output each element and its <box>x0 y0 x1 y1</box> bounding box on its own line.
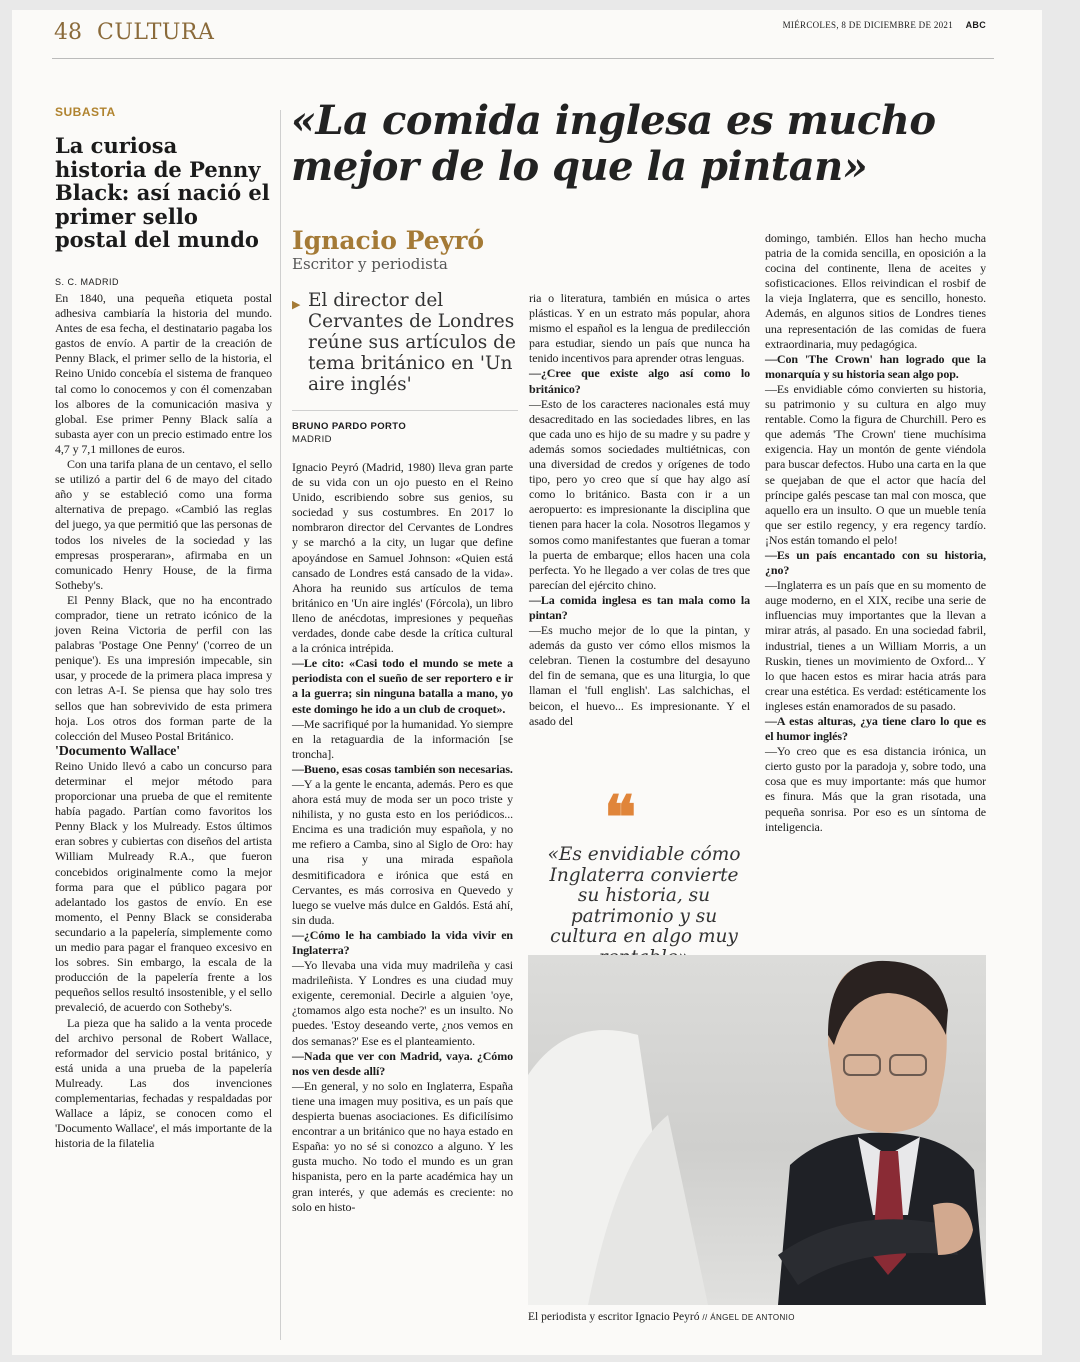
interview-question: —Bueno, esas cosas también son necesarias. <box>292 761 513 776</box>
article-column-3 <box>765 231 986 835</box>
page-number: 48 <box>54 20 82 45</box>
sidebar-paragraph: El Penny Black, que no ha encontrado comprador, tiene un retrato icónico de la joven Reina Victoria de perfil con las palabras 'Postage One Penny' ('correo de un penique'). Es una impresión impecable, sin usar, y procede de la primera placa impresa y con letras A-I. Se piensa que hay solo tres sellos que han sobrevivido de esta primera hoja. Los otros dos forman parte de la colección del Museo Postal Británico. <box>55 592 272 743</box>
quote-mark-icon: ❝ <box>604 783 637 853</box>
lead-divider <box>292 410 518 411</box>
interview-paragraph: —Es mucho mejor de lo que la pintan, y además da gusto ver cómo ellos mismos la celebran. Tienen la costumbre del desayuno del fin de semana, que es una liturgia, lo que llaman el 'full english'. Las salchichas, el beicon, el huevo... Es impresionante. Y el asado del <box>529 623 750 728</box>
section-name: CULTURA <box>97 20 215 45</box>
interview-paragraph: —Yo llevaba una vida muy madrileña y casi madrileñista. Y Londres es una ciudad muy exigente, ceremonial. Decirle a alguien 'oye, ¿tomamos algo esta noche?' es un insulto. No puedes. 'Estoy deseando verte, ¿nos vemos en dos semanas?' Ese es el planteamiento. <box>292 958 513 1048</box>
article-column-1 <box>292 460 513 1215</box>
page-header-right <box>783 20 986 30</box>
column-divider <box>280 110 281 1340</box>
newspaper-name: ABC <box>965 20 986 30</box>
sidebar-subhead: 'Documento Wallace' <box>55 743 180 759</box>
pull-quote: «Es envidiable cómo Inglaterra convierte su historia, su patrimonio y su cultura en algo muy <box>547 844 741 947</box>
interview-paragraph: —Esto de los caracteres nacionales está muy desacreditado en las sociedades libres, en las que cada uno es hijo de su madre y su padre y además somos sociedades multiétnicas, con una diversidad de credos y orígenes de todo tipo, pero yo creo que sí que hay algo así como lo británico. Basta con ir a un aeropuerto: es impresionante la disciplina que tienen para hacer la cola. Nosotros llegamos y somos como manifestantes que fueran a tomar la puerta de embarque; ellos hacen una cola perfecta. Yo he llegado a ver colas de tres que parecían del ejército chino. <box>529 396 750 592</box>
portrait-photo <box>528 955 986 1305</box>
interview-question: —Con 'The Crown' han logrado que la monarquía y su historia sean algo pop. <box>765 351 986 381</box>
interview-question: —La comida inglesa es tan mala como la pintan? <box>529 592 750 622</box>
lead-text: El director del Cervantes de Londres reúne sus artículos de tema británico en 'Un aire inglés' <box>308 290 516 395</box>
article-headline: «La comida inglesa es mucho mejor de lo que la pintan» <box>291 97 936 190</box>
sidebar-body <box>55 291 272 1151</box>
sidebar-byline: S. C. MADRID <box>55 277 120 287</box>
interview-question: —Es un país encantado con su historia, ¿no? <box>765 547 986 578</box>
interview-paragraph: —Inglaterra es un país que en su momento de auge moderno, en el XIX, recibe una serie de influencias muy importantes que la llevan a mirar atrás, al pasado. En una sociedad fabril, industrial, tienes a un William Morris, a un Ruskin, tienes un movimiento de Oxford... Y lo que hacen estos es mirar hacia atrás para crear una estética. Es verdad: estéticamente los ingleses están enamorados de su pasado. <box>765 578 986 713</box>
interviewee-name: Ignacio Peyró <box>292 226 485 255</box>
interview-paragraph: domingo, también. Ellos han hecho mucha patria de la comida sencilla, en oposición a la cocina del continente, llena de aceites y sofisticaciones. Ellos reivindican el rosbif de la vieja Inglaterra, que es sencillo, honesto. Además, en algunos sitios de Londres tienes una representación de las comidas de fuera extraordinaria, muy pedagógica. <box>765 231 986 351</box>
page-header-left <box>54 20 214 45</box>
interview-paragraph: ria o literatura, también en música o artes plásticas. Y en un estrato más popular, ahora mismo el español es la lengua de predilección para estudiar, siendo un país que nunca ha tenido incentivos para aprender otras lenguas. <box>529 291 750 366</box>
newspaper-page <box>12 10 1042 1355</box>
sidebar-paragraph: Con una tarifa plana de un centavo, el sello se utilizó a partir del 6 de mayo del citado año y se estableció como una forma alternativa de prepago. «Cambió las reglas del juego, ya que permitió que las personas de todos los niveles de la sociedad y las empresas prosperaran», afirmaba en un comunicado Henry House, de la firma Sotheby's. <box>55 457 273 592</box>
interview-paragraph: —Yo creo que es esa distancia irónica, un cierto gusto por la paradoja y, sobre todo, una cosa que es muy importante: más que humor es finura. Más que la gran risotada, una pequeña sonrisa. Por eso es un síntoma de inteligencia. <box>765 744 986 834</box>
sidebar-kicker: SUBASTA <box>55 105 116 119</box>
article-byline <box>292 420 406 446</box>
caption-text: El periodista y escritor Ignacio Peyró <box>528 1311 700 1323</box>
interview-paragraph: —Es envidiable cómo convierten su historia, su patrimonio y su cultura en algo muy rentable. Como la figura de Churchill. Pero es que además 'The Crown' tiene muchísima exigencia. Hay un montón de gente viéndola para buscar defectos. Hubo una carta en la que se quejaban de que el actor que hacía del príncipe galés pescase tan mal con mosca, que aquello era un insulto. O que un mueble tenía que ser estilo regency, y era regency tardío. ¡Nos están tomando el pelo! <box>765 381 986 547</box>
interview-paragraph: —Me sacrifiqué por la humanidad. Yo siempre en la retaguardia de la información [se troncha]. <box>292 716 513 761</box>
photo-credit: // ÁNGEL DE ANTONIO <box>702 1313 795 1322</box>
interview-question: —¿Cómo le ha cambiado la vida vivir en Inglaterra? <box>292 927 513 957</box>
interview-question: —Nada que ver con Madrid, vaya. ¿Cómo nos ven desde allí? <box>292 1048 513 1078</box>
issue-date: MIÉRCOLES, 8 DE DICIEMBRE DE 2021 <box>782 20 954 30</box>
byline-place: MADRID <box>292 434 332 445</box>
interview-paragraph: Ignacio Peyró (Madrid, 1980) lleva gran parte de su vida con un ojo puesto en el Reino Unido, escribiendo sobre sus genios, su sociedad y sus costumbres. En 2017 lo nombraron director del Cervantes de Londres y se marchó a la city, un lugar que define apoyándose en Samuel Johnson: «Quien está cansado de Londres está cansado de la vida». Ahora ha reunido sus artículos de tema británico en 'Un aire inglés' (Fórcola), un libro lleno de anécdotas, impresiones y pequeñas verdades, donde cabe desde la crítica cultural a la crónica intrépida. <box>292 460 513 656</box>
interview-question: —A estas alturas, ¿ya tiene claro lo que es el humor inglés? <box>765 714 986 744</box>
sidebar-paragraph: La pieza que ha salido a la venta procede del archivo personal de Robert Wallace, reformador del servicio postal británico, y está unida a una prueba de la papelería Mulready. Las dos invenciones complementarias, fechadas y respaldadas por Wallace a lápiz, se conocen como el 'Documento Wallace', el más importante de la historia de la filatelia <box>55 1015 272 1151</box>
sidebar-paragraph: Reino Unido llevó a cabo un concurso para determinar el mejor método para proporcionar una prueba de que el remitente había pagado. Partían como favoritos los Penny Black y los Mulready. Estos últimos eran sobres y cubiertas con diseños del artista William Mulready R.A., que fueron concebidos originalmente como la mejor forma para que el público pagara por adelantado los gastos de envío. En ese momento, el Penny Black se consideraba secundario a la papelería, simplemente como un medio para pagar el franqueo excesivo en los sobres. Sin embargo, la escala de la producción de la papelería frente a los pequeños sellos resultó insostenible, y el sello prevaleció, de acuerdo con Sotheby's. <box>55 758 272 1015</box>
sidebar-paragraph: En 1840, una pequeña etiqueta postal adhesiva cambiaría la historia del mundo. Antes de esa fecha, el destinatario pagaba los gastos de envío. A partir de la creación de Penny Black, el primer sello de la historia, el Reino Unido concebía el sistema de franqueo tal como lo conocemos y con él comenzaban los albores de la comunicación masiva y global. Ese primer Penny Black salía a subasta ayer con un precio estimado entre los 4,7 y 7,1 millones de euros. <box>55 291 272 456</box>
interview-paragraph: —En general, y no solo en Inglaterra, España tiene una imagen muy positiva, es un país que despierta buenas asociaciones. Es dificilísimo encontrar a un británico que no haya estado en España: yo no sé si conozco a alguno. Y les gusta mucho. No todo el mundo es un gran hispanista, pero en la parte académica hay un gran interés, y que además es creciente: no solo en histo- <box>292 1078 513 1214</box>
interviewee-role: Escritor y periodista <box>292 255 448 273</box>
article-column-2 <box>529 291 750 729</box>
triangle-bullet-icon: ▶ <box>292 298 301 311</box>
interview-question: —¿Cree que existe algo así como lo británico? <box>529 366 750 396</box>
article-lead <box>292 290 533 395</box>
interview-question: —Le cito: «Casi todo el mundo se mete a periodista con el sueño de ser reportero e ir a la guerra; sin ninguna batalla a mano, yo este domingo he ido a un club de croquet». <box>292 656 513 716</box>
sidebar-title: La curiosa historia de Penny Black: así nació el primer sello postal del mundo <box>55 133 270 252</box>
photo-caption <box>528 1311 795 1323</box>
interview-paragraph: —Y a la gente le encanta, además. Pero es que ahora está muy de moda ser un poco triste y nihilista, y no gusta esto en los periódicos... Encima es una tradición muy española, y no me refiero a Camba, sino al Siglo de Oro: hay una risa y una mirada española desmitificadora e irónica que está en Cervantes, es más corrosiva en Quevedo y luego se vuelve más dulce en Galdós. Está ahí, sin duda. <box>292 776 513 927</box>
header-divider <box>52 58 994 59</box>
portrait-illustration <box>528 955 986 1305</box>
byline-name: BRUNO PARDO PORTO <box>292 421 407 432</box>
